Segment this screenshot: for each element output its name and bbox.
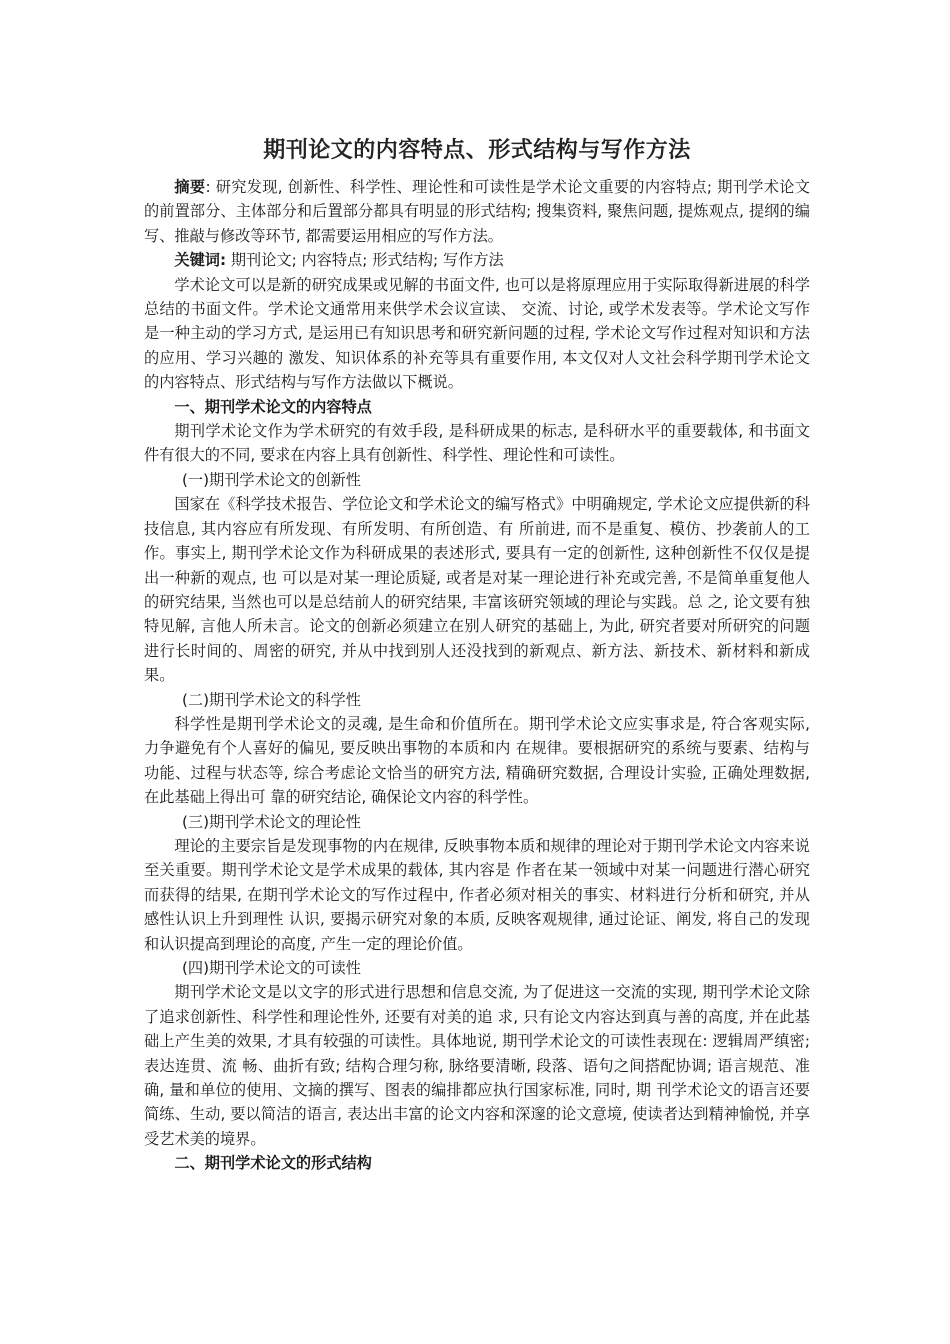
keywords-label: 关键词: (174, 251, 227, 270)
subsection4-heading: (四)期刊学术论文的可读性 (182, 959, 361, 977)
abstract-text: : 研究发现, 创新性、科学性、理论性和可读性是学术论文重要的内容特点; 期刊学术论文的前置部分、主体部分和后置部分都具有明显的形式结构; 搜集资料, 聚焦问题, 提炼观点, 提纲的编写、推敲与修改等环节, 都需要运用相应的写作方法。 (144, 178, 810, 245)
keywords-text: 期刊论文; 内容特点; 形式结构; 写作方法 (226, 251, 504, 270)
section2-heading: 二、期刊学术论文的形式结构 (174, 1154, 372, 1173)
subsection1-heading: (一)期刊学术论文的创新性 (182, 470, 361, 489)
subsection2-heading: (二)期刊学术论文的科学性 (182, 690, 361, 709)
document-title: 期刊论文的内容特点、形式结构与写作方法 (263, 138, 691, 163)
intro-paragraph: 学术论文可以是新的研究成果或见解的书面文件, 也可以是将原理应用于实际取得新进展的科学总结的书面文件。学术论文通常用来供学术会议宣读、 交流、讨论, 或学术发表等。学术论文写作是一种主动的学习方式, 是运用已有知识思考和研究新问题的过程, 学术论文写作过程对知识和方法的应用、学习兴趣的 激发、知识体系的补充等具有重要作用, 本文仅对人文社会科学期刊学术论文的内容特点、形式结构与写作方法做以下概说。 (144, 275, 810, 392)
abstract-paragraph (144, 175, 810, 248)
subsection1-text: 国家在《科学技术报告、学位论文和学术论文的编写格式》中明确规定, 学术论文应提供新的科技信息, 其内容应有所发现、有所发明、有所创造、有 所前进, 而不是重复、模仿、抄袭前人的工作。事实上, 期刊学术论文作为科研成果的表述形式, 要具有一定的创新性, 这种创新性不仅仅是提出一种新的观点, 也 可以是对某一理论质疑, 或者是对某一理论进行补充或完善, 不是简单重复他人的研究结果, 当然也可以是总结前人的研究结果, 丰富该研究领域的理论与实践。总 之, 论文要有独特见解, 言他人所未言。论文的创新必须建立在别人研究的基础上, 为此, 研究者要对所研究的问题进行长时间的、周密的研究, 并从中找到别人还没找到的新观点、新方法、新技术、新材料和新成果。 (144, 495, 810, 685)
subsection4-text: 期刊学术论文是以文字的形式进行思想和信息交流, 为了促进这一交流的实现, 期刊学术论文除了追求创新性、科学性和理论性外, 还要有对美的追 求, 只有论文内容达到真与善的高度, 并在此基础上产生美的效果, 才具有较强的可读性。具体地说, 期刊学术论文的可读性表现在: 逻辑周严缜密; 表达连贯、流 畅、曲折有致; 结构合理匀称, 脉络要清晰, 段落、语句之间搭配协调; 语言规范、准确, 量和单位的使用、文摘的撰写、图表的编排都应执行国家标准, 同时, 期 刊学术论文的语言还要简练、生动, 要以简洁的语言, 表达出丰富的论文内容和深邃的论文意境, 使读者达到精神愉悦, 并享受艺术美的境界。 (144, 983, 810, 1148)
subsection2-text: 科学性是期刊学术论文的灵魂, 是生命和价值所在。期刊学术论文应实事求是, 符合客观实际, 力争避免有个人喜好的偏见, 要反映出事物的本质和内 在规律。要根据研究的系统与要素、结构与功能、过程与状态等, 综合考虑论文恰当的研究方法, 精确研究数据, 合理设计实验, 正确处理数据, 在此基础上得出可 靠的研究结论, 确保论文内容的科学性。 (144, 714, 810, 807)
subsection3-text: 理论的主要宗旨是发现事物的内在规律, 反映事物本质和规律的理论对于期刊学术论文内容来说至关重要。期刊学术论文是学术成果的载体, 其内容是 作者在某一领域中对某一问题进行潜心研究而获得的结果, 在期刊学术论文的写作过程中, 作者必须对相关的事实、材料进行分析和研究, 并从感性认识上升到理性 认识, 要揭示研究对象的本质, 反映客观规律, 通过论证、阐发, 将自己的发现和认识提高到理论的高度, 产生一定的理论价值。 (144, 836, 810, 953)
subsection3-heading: (三)期刊学术论文的理论性 (182, 812, 361, 831)
section1-intro: 期刊学术论文作为学术研究的有效手段, 是科研成果的标志, 是科研水平的重要载体, 和书面文件有很大的不同, 要求在内容上具有创新性、科学性、理论性和可读性。 (144, 422, 810, 465)
document-page (144, 131, 810, 1176)
abstract-label: 摘要 (174, 178, 206, 196)
keywords-paragraph (144, 248, 810, 272)
section1-heading: 一、期刊学术论文的内容特点 (174, 397, 372, 416)
